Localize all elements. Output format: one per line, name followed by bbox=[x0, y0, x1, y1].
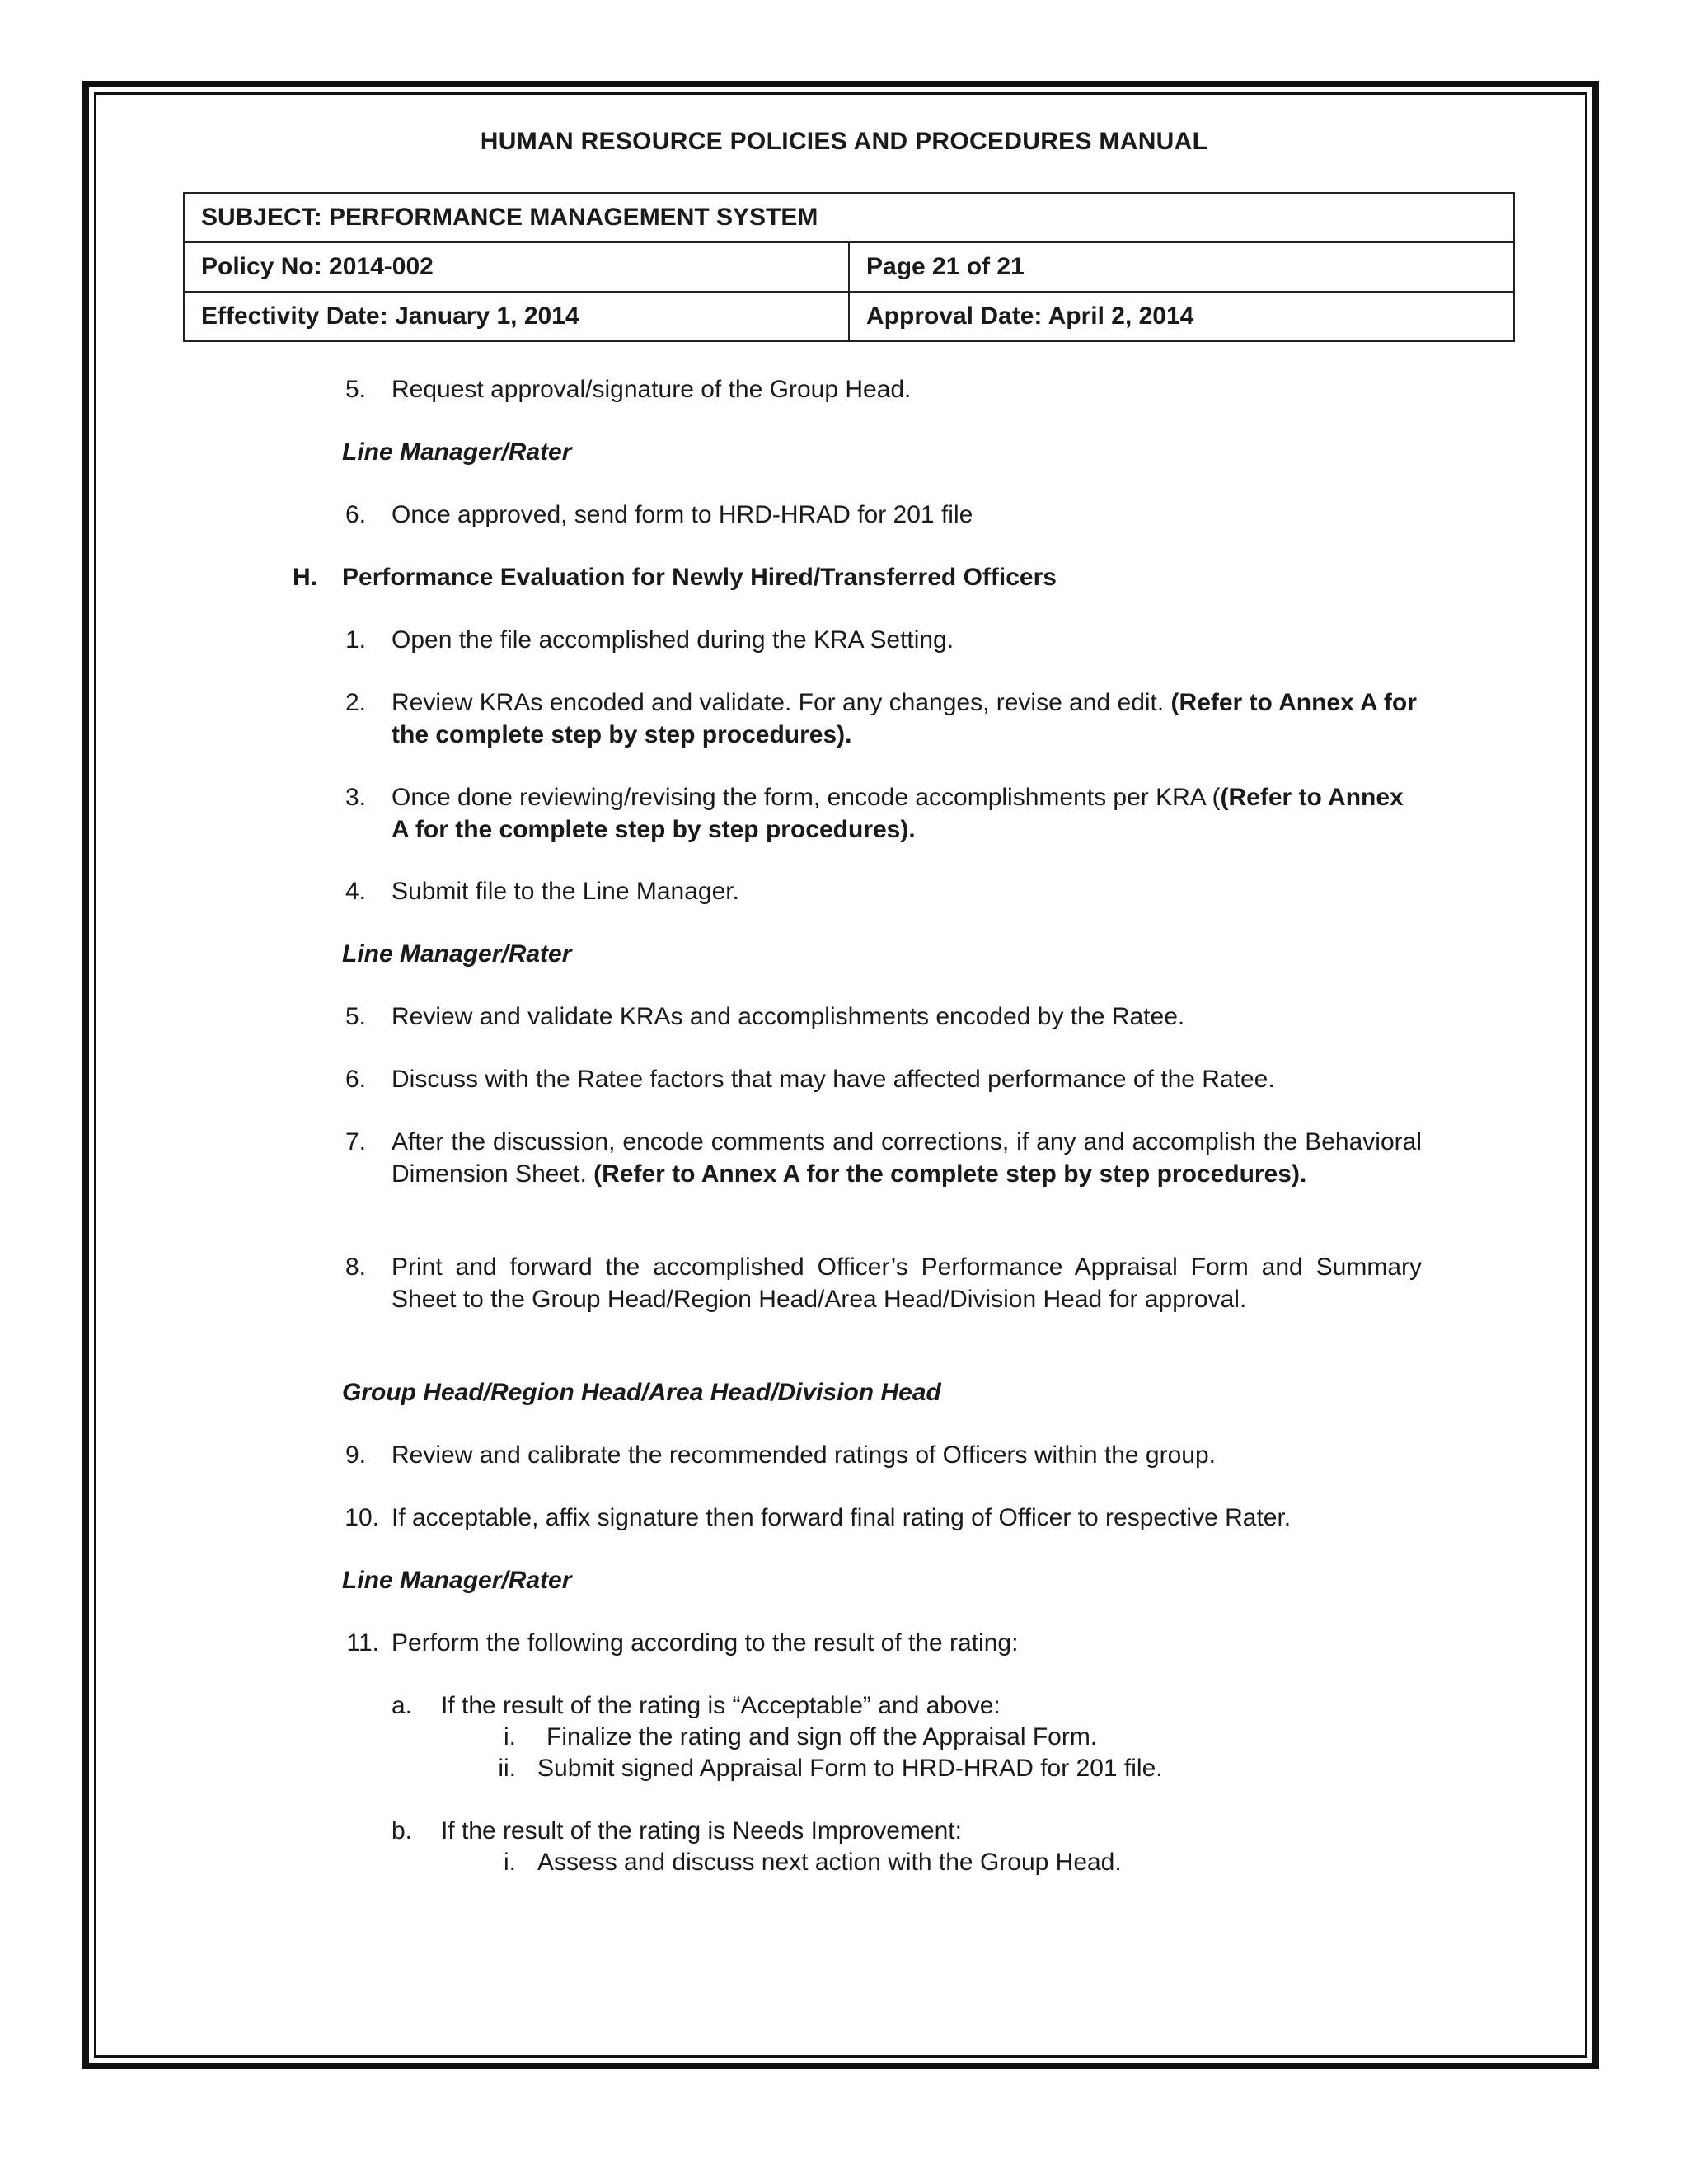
list-number: 5. bbox=[345, 376, 366, 403]
list-item-text: Print and forward the accomplished Officer’s Performance Appraisal Form and Summary Sheet to the Group Head/Region Head/Area Head/Division Head for approval. bbox=[392, 1254, 1422, 1313]
list-item-plain: After the discussion, encode comments and corrections, if any and accomplish the Behavioral Dimension Sheet. bbox=[392, 1128, 1422, 1188]
list-item-text: Open the file accomplished during the KRA Setting. bbox=[392, 626, 954, 654]
sub-item-text: If the result of the rating is “Acceptable” and above: bbox=[441, 1692, 1001, 1719]
list-item-plain: Review KRAs encoded and validate. For any changes, revise and edit. bbox=[392, 689, 1171, 716]
policy-number-cell: Policy No: 2014-002 bbox=[184, 242, 849, 292]
list-item-text bbox=[392, 687, 1422, 751]
sub-item-letter: b. bbox=[392, 1817, 413, 1844]
policy-header-table bbox=[183, 192, 1515, 342]
roman-item-text: Submit signed Appraisal Form to HRD-HRAD for 201 file. bbox=[537, 1755, 1163, 1782]
roman-number: i. bbox=[504, 1849, 516, 1876]
list-item-reference: (Refer to Annex A for the complete step by step procedures). bbox=[593, 1160, 1307, 1188]
list-number: 7. bbox=[345, 1128, 366, 1155]
sub-item-letter: a. bbox=[392, 1692, 413, 1719]
sub-item-text: If the result of the rating is Needs Improvement: bbox=[441, 1817, 962, 1844]
list-item-text: Request approval/signature of the Group Head. bbox=[392, 376, 912, 403]
role-heading: Line Manager/Rater bbox=[342, 438, 572, 466]
role-heading: Line Manager/Rater bbox=[342, 1567, 572, 1594]
list-number: 1. bbox=[345, 626, 366, 654]
list-item-text: Discuss with the Ratee factors that may have affected performance of the Ratee. bbox=[392, 1066, 1275, 1093]
list-number: 4. bbox=[345, 878, 366, 905]
role-heading: Group Head/Region Head/Area Head/Division Head bbox=[342, 1379, 941, 1406]
list-item-text: Review and validate KRAs and accomplishments encoded by the Ratee. bbox=[392, 1003, 1185, 1030]
roman-number: i. bbox=[504, 1723, 516, 1750]
list-item-text bbox=[392, 781, 1422, 846]
subject-cell: SUBJECT: PERFORMANCE MANAGEMENT SYSTEM bbox=[184, 193, 1514, 242]
roman-number: ii. bbox=[498, 1755, 516, 1782]
section-title: Performance Evaluation for Newly Hired/Transferred Officers bbox=[342, 564, 1057, 591]
list-number: 6. bbox=[345, 1066, 366, 1093]
roman-item-text: Finalize the rating and sign off the Appraisal Form. bbox=[546, 1723, 1098, 1750]
list-item-text: Perform the following according to the result of the rating: bbox=[392, 1629, 1019, 1657]
manual-title: HUMAN RESOURCE POLICIES AND PROCEDURES MANUAL bbox=[480, 128, 1208, 155]
list-item-text: Submit file to the Line Manager. bbox=[392, 878, 739, 905]
list-number: 10. bbox=[345, 1504, 379, 1531]
page-number-cell: Page 21 of 21 bbox=[849, 242, 1514, 292]
list-item-plain: Once done reviewing/revising the form, encode accomplishments per KRA ( bbox=[392, 784, 1221, 811]
effectivity-date-cell: Effectivity Date: January 1, 2014 bbox=[184, 292, 849, 341]
role-heading: Line Manager/Rater bbox=[342, 940, 572, 968]
list-number: 11. bbox=[346, 1629, 379, 1657]
list-number: 6. bbox=[345, 501, 366, 528]
list-number: 2. bbox=[345, 689, 366, 716]
list-number: 3. bbox=[345, 784, 366, 811]
list-item-text bbox=[392, 1126, 1422, 1190]
list-item-text: Review and calibrate the recommended ratings of Officers within the group. bbox=[392, 1441, 1216, 1469]
list-number: 5. bbox=[345, 1003, 366, 1030]
list-item-reference: (Refer to Annex A for the complete step by step procedures). bbox=[392, 784, 1404, 843]
approval-date-cell: Approval Date: April 2, 2014 bbox=[849, 292, 1514, 341]
list-number: 9. bbox=[345, 1441, 366, 1469]
list-item-text: Once approved, send form to HRD-HRAD for 201 file bbox=[392, 501, 973, 528]
list-number: 8. bbox=[345, 1254, 366, 1281]
list-item-reference: (Refer to Annex A for the complete step by step procedures). bbox=[392, 689, 1417, 748]
section-letter: H. bbox=[293, 564, 317, 591]
list-item-text: If acceptable, affix signature then forward final rating of Officer to respective Rater. bbox=[392, 1504, 1292, 1531]
roman-item-text: Assess and discuss next action with the Group Head. bbox=[537, 1849, 1122, 1876]
